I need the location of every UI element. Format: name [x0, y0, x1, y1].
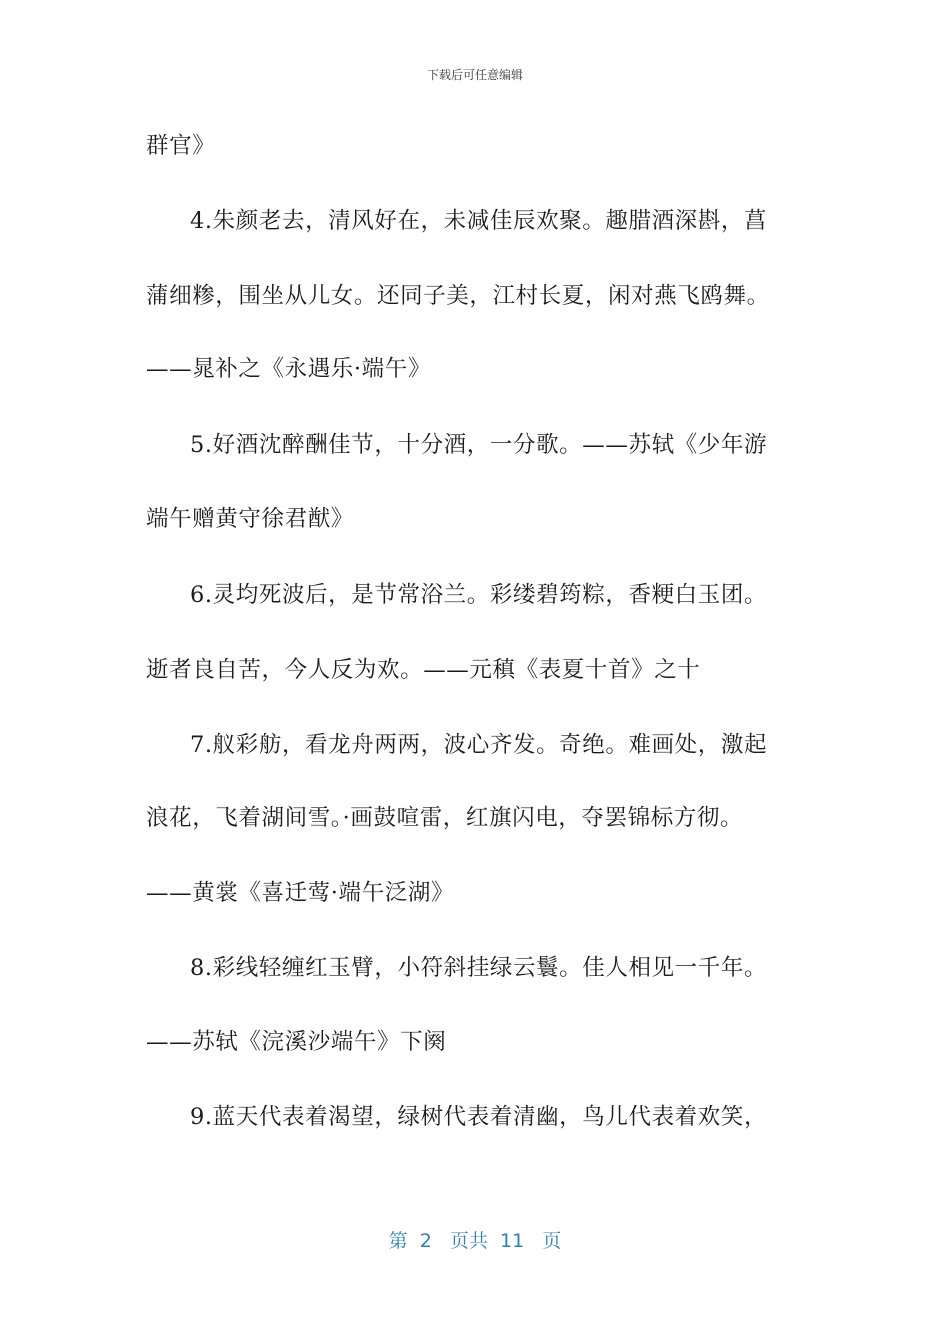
text-line: 8.彩线轻缠红玉臂，小符斜挂绿云鬟。佳人相见一千年。	[190, 955, 768, 981]
page-number: 第 2 页共 11 页	[388, 1230, 562, 1252]
text-line: ——苏轼《浣溪沙端午》下阕	[146, 1029, 447, 1055]
text-line: 5.好酒沈醉酬佳节，十分酒，一分歌。——苏轼《少年游	[190, 432, 768, 458]
text-line: 端午赠黄守徐君猷》	[146, 506, 354, 532]
text-line: 9.蓝天代表着渴望，绿树代表着清幽，鸟儿代表着欢笑，	[190, 1104, 768, 1130]
text-line: 浪花，飞着湖间雪。·画鼓喧雷，红旗闪电，夺罢锦标方彻。	[146, 805, 744, 831]
text-line: 群官》	[146, 133, 216, 159]
text-line: 4.朱颜老去，清风好在，未减佳辰欢聚。趣腊酒深斟，菖	[190, 208, 768, 234]
text-line: ——黄裳《喜迁莺·端午泛湖》	[146, 880, 455, 906]
text-line: 蒲细糁，围坐从儿女。还同子美，江村长夏，闲对燕飞鸥舞。	[146, 283, 770, 309]
text-line: 6.灵均死波后，是节常浴兰。彩缕碧筠粽，香粳白玉团。	[190, 582, 768, 608]
header-note: 下载后可任意编辑	[426, 68, 523, 82]
text-line: 逝者良自苦，今人反为欢。——元稹《表夏十首》之十	[146, 657, 701, 683]
text-line: ——晁补之《永遇乐·端午》	[146, 356, 431, 382]
text-line: 7.舣彩舫，看龙舟两两，波心齐发。奇绝。难画处，激起	[190, 732, 768, 758]
